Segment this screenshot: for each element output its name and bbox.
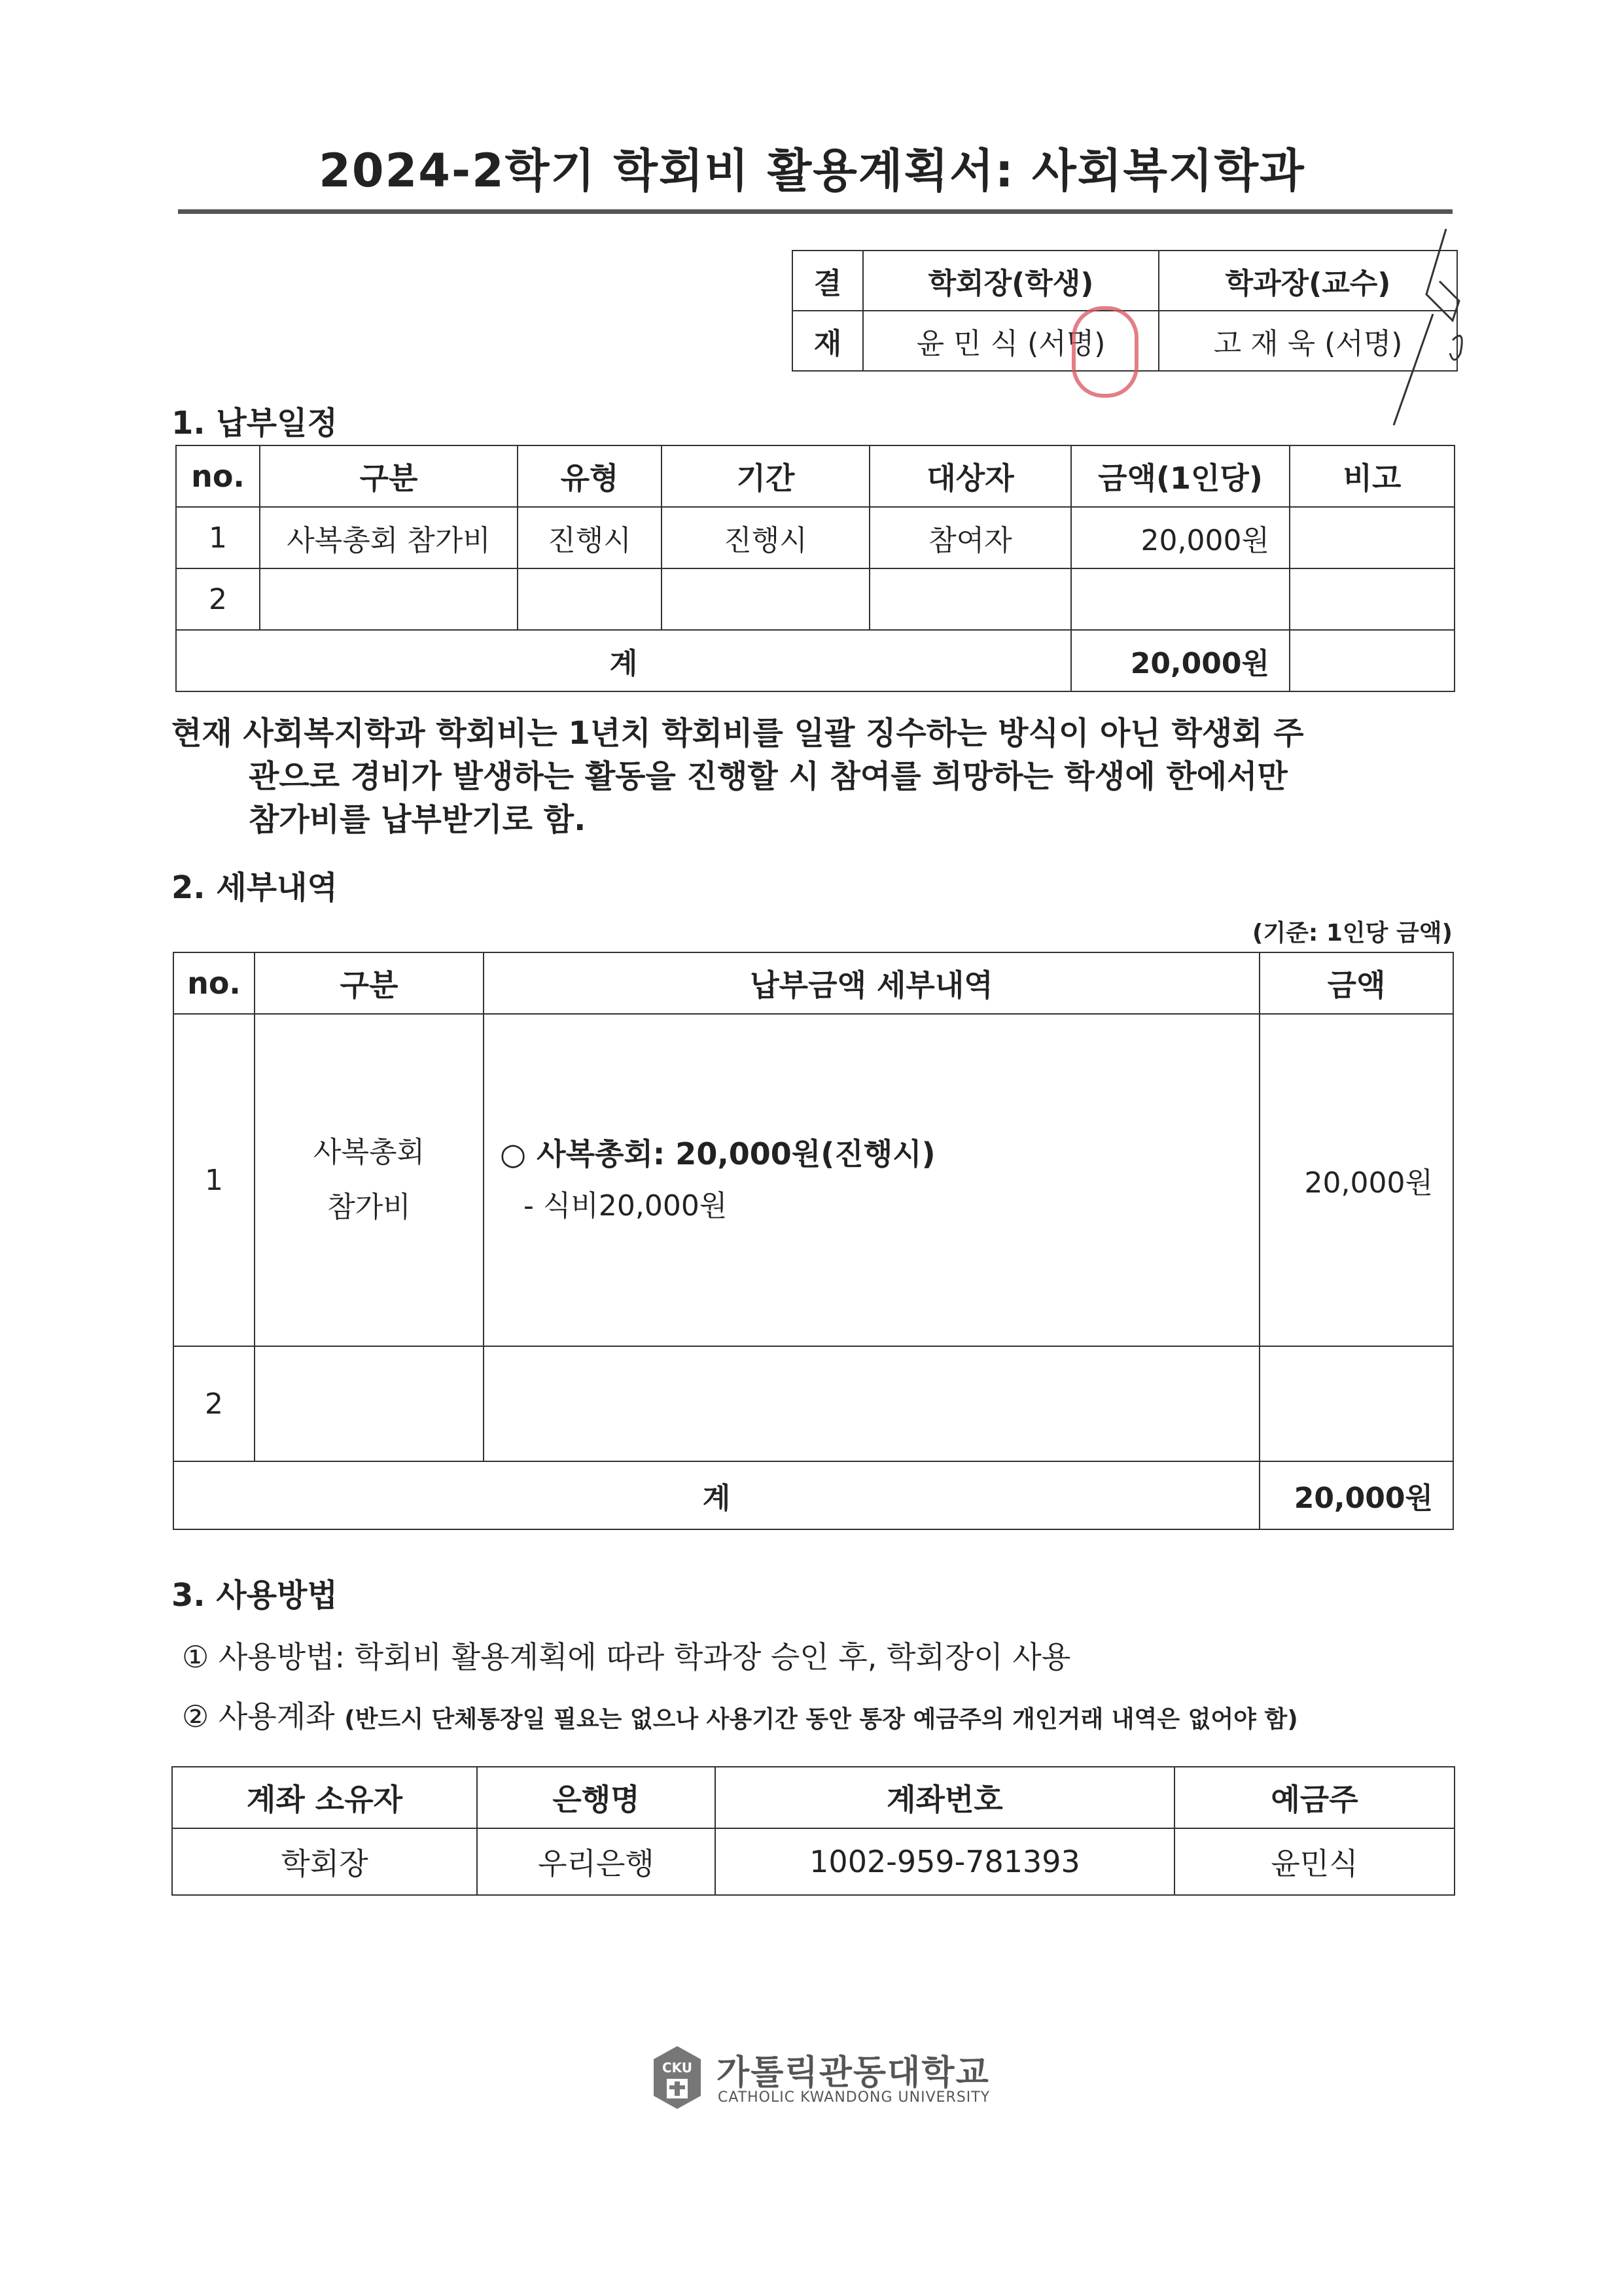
header-target: 대상자	[870, 445, 1071, 507]
header-amount: 금액(1인당)	[1071, 445, 1290, 507]
section1-heading: 1. 납부일정	[171, 405, 338, 442]
cell-type: 진행시	[518, 507, 662, 568]
policy-paragraph	[171, 712, 1458, 841]
total-label: 계	[176, 630, 1071, 691]
cell-category	[260, 568, 518, 630]
detail-main: ○ 사복총회: 20,000원(진행시)	[500, 1136, 936, 1172]
cell-account-number: 1002-959-781393	[715, 1828, 1174, 1895]
cell-note	[1290, 507, 1455, 568]
detail-sub: - 식비20,000원	[523, 1189, 728, 1223]
cell-target	[870, 568, 1071, 630]
table-row	[173, 1014, 1453, 1346]
cell-no: 2	[173, 1346, 255, 1461]
red-seal-stamp	[1072, 306, 1139, 398]
approval-label-bottom: 재	[792, 311, 863, 371]
category-line2: 참가비	[327, 1191, 411, 1224]
total-label: 계	[173, 1461, 1260, 1529]
table-header-row	[176, 445, 1455, 507]
cell-period: 진행시	[662, 507, 870, 568]
total-row	[176, 630, 1455, 691]
cell-no: 1	[173, 1014, 255, 1346]
cell-period	[662, 568, 870, 630]
cell-note	[1290, 568, 1455, 630]
total-note	[1290, 630, 1455, 691]
account-table	[171, 1766, 1455, 1896]
header-bank: 은행명	[477, 1767, 715, 1828]
paragraph-line1: 현재 사회복지학과 학회비는 1년치 학회비를 일괄 징수하는 방식이 아닌 학생회 주	[171, 715, 1304, 752]
usage-item2-note: (반드시 단체통장일 필요는 없으나 사용기간 동안 통장 예금주의 개인거래 내역은 없어야 함)	[344, 1706, 1298, 1733]
cell-category: 사복총회 참가비	[260, 507, 518, 568]
detail-table	[173, 952, 1454, 1530]
header-category: 구분	[255, 952, 484, 1014]
header-owner: 계좌 소유자	[172, 1767, 477, 1828]
approval-role-professor: 학과장(교수)	[1159, 251, 1457, 311]
paragraph-line3: 참가비를 납부받기로 함.	[249, 801, 586, 838]
university-name-english: CATHOLIC KWANDONG UNIVERSITY	[718, 2089, 991, 2106]
table-row	[172, 1828, 1455, 1895]
basis-note: (기준: 1인당 금액)	[1252, 920, 1453, 947]
cell-category	[255, 1014, 484, 1346]
cell-bank: 우리은행	[477, 1828, 715, 1895]
approval-name-professor: 고 재 욱 (서명)	[1159, 311, 1457, 371]
cell-amount: 20,000원	[1260, 1014, 1453, 1346]
section3-heading: 3. 사용방법	[171, 1577, 338, 1614]
header-depositor: 예금주	[1174, 1767, 1455, 1828]
cell-amount	[1071, 568, 1290, 630]
cell-amount	[1260, 1346, 1453, 1461]
usage-item2-label: ② 사용계좌	[182, 1699, 335, 1734]
cell-detail	[484, 1346, 1260, 1461]
university-logo-icon	[652, 2045, 702, 2110]
approval-label-top: 결	[792, 251, 863, 311]
cell-no: 1	[176, 507, 260, 568]
cell-owner: 학회장	[172, 1828, 477, 1895]
university-name-korean: 가톨릭관동대학교	[716, 2053, 990, 2093]
total-row	[173, 1461, 1453, 1529]
total-value: 20,000원	[1260, 1461, 1453, 1529]
document-title: 2024-2학기 학회비 활용계획서: 사회복지학과	[319, 144, 1305, 198]
logo-badge-text: CKU	[662, 2060, 693, 2076]
cell-target: 참여자	[870, 507, 1071, 568]
payment-schedule-table	[175, 445, 1455, 692]
header-amount: 금액	[1260, 952, 1453, 1014]
header-no: no.	[173, 952, 255, 1014]
table-header-row	[172, 1767, 1455, 1828]
cell-no: 2	[176, 568, 260, 630]
header-account-number: 계좌번호	[715, 1767, 1174, 1828]
cell-type	[518, 568, 662, 630]
header-no: no.	[176, 445, 260, 507]
category-line1: 사복총회	[313, 1136, 425, 1169]
usage-item1: ① 사용방법: 학회비 활용계획에 따라 학과장 승인 후, 학회장이 사용	[182, 1639, 1071, 1675]
approval-role-student: 학회장(학생)	[863, 251, 1159, 311]
cell-detail	[484, 1014, 1260, 1346]
handwritten-signature	[1348, 222, 1466, 432]
header-type: 유형	[518, 445, 662, 507]
cell-amount: 20,000원	[1071, 507, 1290, 568]
header-note: 비고	[1290, 445, 1455, 507]
total-value: 20,000원	[1071, 630, 1290, 691]
table-header-row	[173, 952, 1453, 1014]
header-detail: 납부금액 세부내역	[484, 952, 1260, 1014]
usage-item2	[182, 1693, 1298, 1736]
title-underline	[178, 209, 1453, 214]
approval-name-student: 윤 민 식 (서명)	[863, 311, 1159, 371]
table-row	[176, 568, 1455, 630]
section2-heading: 2. 세부내역	[171, 869, 338, 906]
paragraph-line2: 관으로 경비가 발생하는 활동을 진행할 시 참여를 희망하는 학생에 한에서만	[249, 758, 1288, 795]
table-row	[176, 507, 1455, 568]
table-row	[173, 1346, 1453, 1461]
cell-category	[255, 1346, 484, 1461]
header-category: 구분	[260, 445, 518, 507]
cell-depositor: 윤민식	[1174, 1828, 1455, 1895]
header-period: 기간	[662, 445, 870, 507]
